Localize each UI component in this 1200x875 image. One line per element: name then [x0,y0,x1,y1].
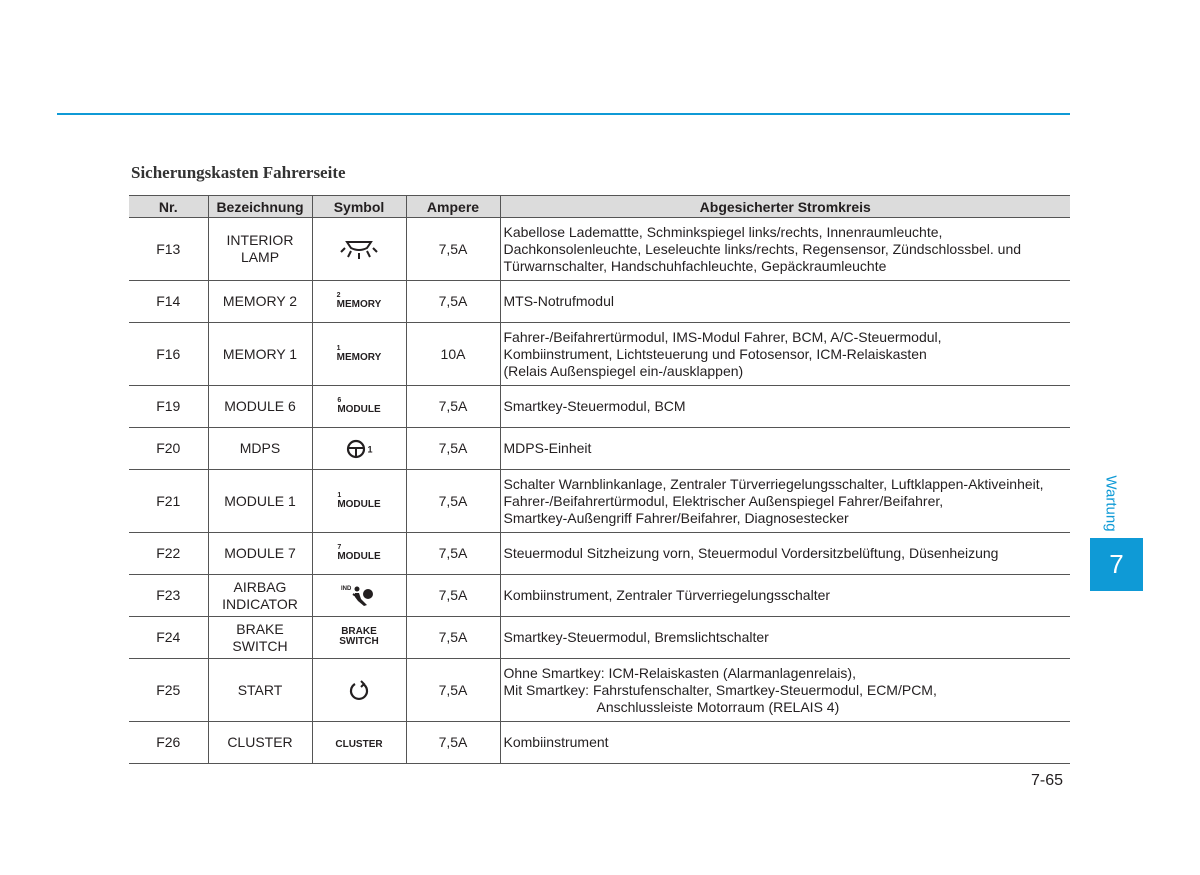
circuit-line: Mit Smartkey: Fahrstufenschalter, Smartkey-Steuermodul, ECM/PCM, [503,681,937,698]
fuse-name [208,575,312,617]
circuit-line: Kabellose Lademattte, Schminkspiegel links/rechts, Innenraumleuchte, [503,223,943,240]
table-row [129,281,1070,323]
circuit-line: Türwarnschalter, Handschuhfachleuchte, Gepäckraumleuchte [503,257,887,274]
steering-wheel-sup: 1 [367,444,373,455]
brake-switch-symbol: BRAKE SWITCH [339,626,379,647]
fuse-symbol [312,617,406,659]
fuse-symbol [312,575,406,617]
fuse-circuit [500,533,1070,575]
fuse-ampere: 7,5A [406,575,500,617]
table-row [129,323,1070,386]
circuit-line: MTS-Notrufmodul [503,293,614,309]
fuse-circuit [500,281,1070,323]
fuse-ampere: 7,5A [406,218,500,281]
fuse-table [129,195,1070,764]
fuse-name: MEMORY 1 [208,323,312,386]
table-row [129,533,1070,575]
table-header-row [129,196,1070,218]
fuse-ampere: 7,5A [406,533,500,575]
start-icon [348,679,370,701]
fuse-circuit [500,428,1070,470]
fuse-symbol [312,323,406,386]
fuse-circuit [500,386,1070,428]
fuse-name-text: BRAKE SWITCH [232,620,288,654]
fuse-circuit [500,722,1070,764]
fuse-nr: F19 [129,386,208,428]
circuit-line: Kombiinstrument, Lichtsteuerung und Fotosensor, ICM-Relaiskasten [503,345,927,362]
table-row [129,428,1070,470]
fuse-circuit [500,659,1070,722]
header-symbol: Symbol [312,196,406,218]
module-symbol: 6 MODULE [337,397,381,415]
fuse-ampere: 7,5A [406,386,500,428]
fuse-ampere: 7,5A [406,428,500,470]
fuse-ampere: 7,5A [406,470,500,533]
fuse-circuit [500,575,1070,617]
fuse-ampere: 7,5A [406,281,500,323]
fuse-nr: F20 [129,428,208,470]
airbag-ind-label: IND [341,585,352,592]
fuse-name [208,218,312,281]
fuse-symbol [312,428,406,470]
section-title: Sicherungskasten Fahrerseite [131,163,346,182]
circuit-line: Steuermodul Sitzheizung vorn, Steuermodul Vordersitzbelüftung, Düsenheizung [503,545,999,561]
circuit-line: Schalter Warnblinkanlage, Zentraler Türverriegelungsschalter, Luftklappen-Aktiveinheit, [503,475,1044,492]
fuse-nr: F26 [129,722,208,764]
fuse-name: MODULE 1 [208,470,312,533]
fuse-nr: F24 [129,617,208,659]
circuit-line: Smartkey-Steuermodul, Bremslichtschalter [503,629,769,645]
table-row [129,470,1070,533]
fuse-symbol [312,470,406,533]
circuit-line: Dachkonsolenleuchte, Leseleuchte links/rechts, Regensensor, Zündschlossbel. und [503,240,1022,257]
fuse-symbol [312,722,406,764]
fuse-symbol [312,218,406,281]
header-name: Bezeichnung [208,196,312,218]
fuse-name: CLUSTER [208,722,312,764]
fuse-name: MEMORY 2 [208,281,312,323]
header-nr: Nr. [129,196,208,218]
module-symbol: 1 MODULE [337,491,381,510]
fuse-circuit [500,470,1070,533]
table-row [129,386,1070,428]
fuse-ampere: 10A [406,323,500,386]
fuse-ampere: 7,5A [406,659,500,722]
airbag-indicator-icon [347,585,377,607]
fuse-name: START [208,659,312,722]
table-row [129,617,1070,659]
fuse-name: MODULE 6 [208,386,312,428]
table-row [129,659,1070,722]
fuse-symbol [312,281,406,323]
fuse-nr: F23 [129,575,208,617]
memory-symbol: 2 MEMORY [336,292,382,310]
header-circuit: Abgesicherter Stromkreis [500,196,1070,218]
fuse-name: MODULE 7 [208,533,312,575]
circuit-line: Smartkey-Steuermodul, BCM [503,398,686,414]
fuse-nr: F16 [129,323,208,386]
circuit-line: Smartkey-Außengriff Fahrer/Beifahrer, Diagnosestecker [503,509,849,526]
module-symbol: 7 MODULE [337,544,381,562]
table-row [129,722,1070,764]
fuse-circuit [500,617,1070,659]
circuit-line: Fahrer-/Beifahrertürmodul, IMS-Modul Fahrer, BCM, A/C-Steuermodul, [503,328,942,345]
fuse-nr: F21 [129,470,208,533]
fuse-symbol [312,386,406,428]
fuse-name [208,617,312,659]
memory-symbol: 1 MEMORY [336,344,382,363]
table-row [129,575,1070,617]
interior-lamp-icon [339,236,379,262]
fuse-ampere: 7,5A [406,722,500,764]
fuse-symbol [312,659,406,722]
fuse-circuit [500,218,1070,281]
top-rule [57,113,1070,115]
fuse-name-text: AIRBAG INDICATOR [222,578,298,612]
cluster-symbol: CLUSTER [335,739,383,750]
page-number: 7-65 [1031,772,1064,789]
table-row [129,218,1070,281]
circuit-line: (Relais Außenspiegel ein-/ausklappen) [503,362,744,379]
fuse-ampere: 7,5A [406,617,500,659]
chapter-number-box: 7 [1090,538,1143,591]
circuit-line: Kombiinstrument, Zentraler Türverriegelungsschalter [503,587,831,603]
fuse-nr: F14 [129,281,208,323]
fuse-nr: F22 [129,533,208,575]
fuse-symbol [312,533,406,575]
fuse-name-text: INTERIOR LAMP [226,232,294,265]
fuse-circuit [500,323,1070,386]
circuit-line: Anschlussleiste Motorraum (RELAIS 4) [596,698,840,715]
header-ampere: Ampere [406,196,500,218]
fuse-name: MDPS [208,428,312,470]
fuse-nr: F25 [129,659,208,722]
circuit-line: MDPS-Einheit [503,440,592,456]
fuse-nr: F13 [129,218,208,281]
circuit-line: Kombiinstrument [503,734,609,750]
steering-wheel-icon [345,438,367,460]
chapter-side-label: Wartung [1102,475,1120,532]
circuit-line: Ohne Smartkey: ICM-Relaiskasten (Alarmanlagenrelais), [503,664,856,681]
circuit-line: Fahrer-/Beifahrertürmodul, Elektrischer Außenspiegel Fahrer/Beifahrer, [503,492,944,509]
